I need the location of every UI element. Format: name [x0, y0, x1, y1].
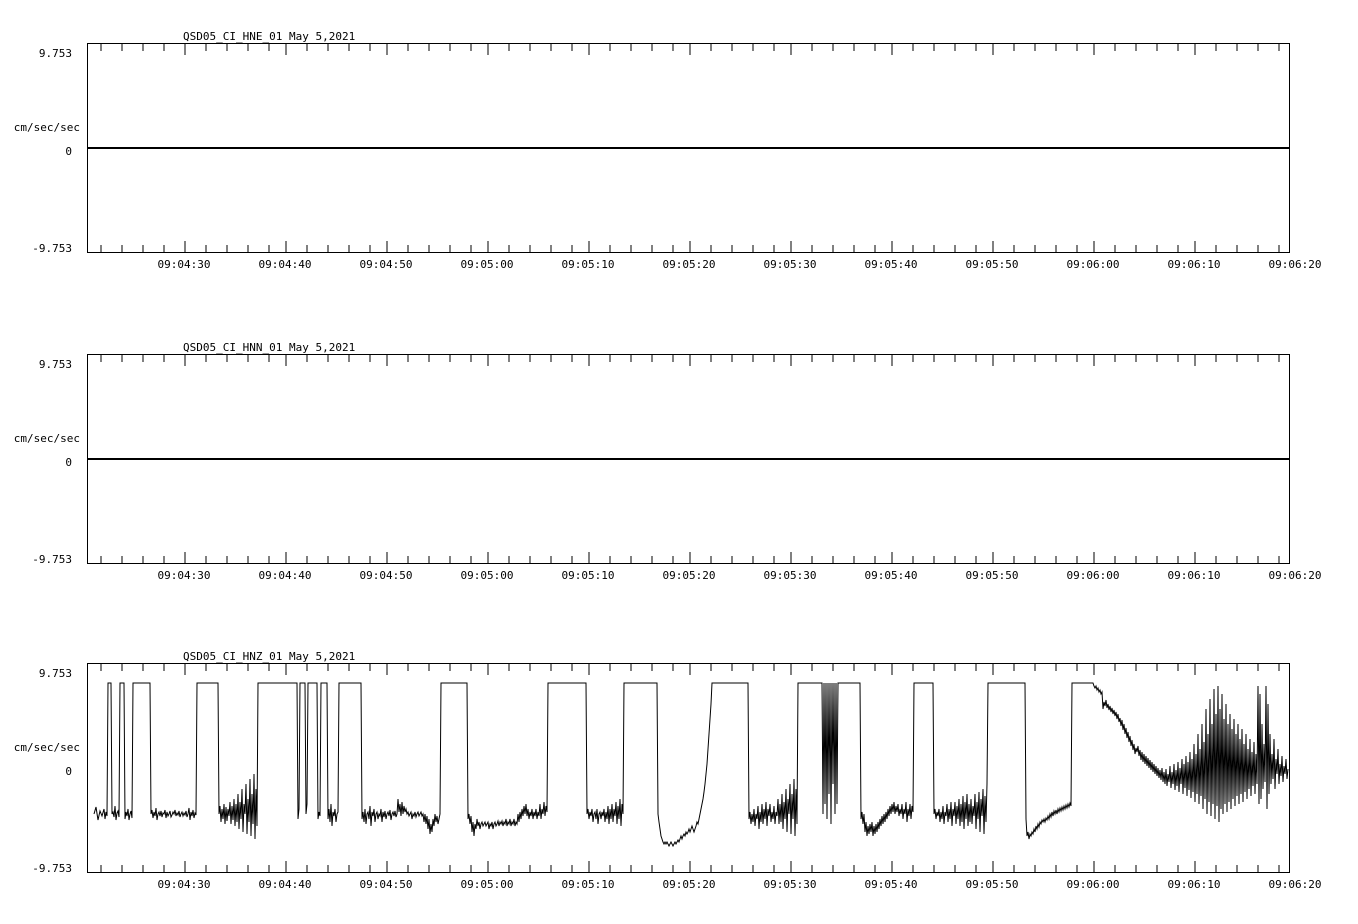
panel-hnn	[0, 305, 1358, 605]
x-tick-hne-10: 09:06:10	[1167, 258, 1221, 271]
y-tick-zero-hne: 0	[65, 145, 72, 158]
x-tick-hnn-5: 09:05:20	[662, 569, 716, 582]
panel-hne	[0, 0, 1358, 300]
panel-hnz	[0, 610, 1358, 924]
x-tick-hnz-2: 09:04:50	[359, 878, 413, 891]
panel-title-hne: QSD05_CI_HNE_01 May 5,2021	[183, 30, 356, 43]
panel-title-hnn: QSD05_CI_HNN_01 May 5,2021	[183, 341, 356, 354]
y-axis-label-hnz: cm/sec/sec	[13, 741, 80, 754]
x-tick-hne-8: 09:05:50	[965, 258, 1019, 271]
x-tick-hne-11: 09:06:20	[1268, 258, 1322, 271]
x-tick-hnz-11: 09:06:20	[1268, 878, 1322, 891]
x-tick-hnz-3: 09:05:00	[460, 878, 514, 891]
trace-svg-hnn	[88, 355, 1289, 563]
y-tick-max-hnn: 9.753	[38, 358, 72, 371]
y-tick-zero-hnz: 0	[65, 765, 72, 778]
plot-area-hne	[87, 43, 1290, 253]
x-tick-hnz-1: 09:04:40	[258, 878, 312, 891]
x-tick-hnn-3: 09:05:00	[460, 569, 514, 582]
x-tick-hne-4: 09:05:10	[561, 258, 615, 271]
x-tick-hnn-8: 09:05:50	[965, 569, 1019, 582]
y-tick-min-hnn: -9.753	[32, 553, 72, 566]
x-tick-hnz-7: 09:05:40	[864, 878, 918, 891]
y-tick-zero-hnn: 0	[65, 456, 72, 469]
x-tick-hnn-10: 09:06:10	[1167, 569, 1221, 582]
x-tick-hne-5: 09:05:20	[662, 258, 716, 271]
y-tick-min-hnz: -9.753	[32, 862, 72, 875]
y-axis-label-hne: cm/sec/sec	[13, 121, 80, 134]
x-tick-hnz-9: 09:06:00	[1066, 878, 1120, 891]
trace-svg-hnz	[88, 664, 1289, 872]
y-tick-min-hne: -9.753	[32, 242, 72, 255]
x-tick-hne-7: 09:05:40	[864, 258, 918, 271]
x-tick-hnz-8: 09:05:50	[965, 878, 1019, 891]
x-tick-hne-6: 09:05:30	[763, 258, 817, 271]
x-tick-hne-2: 09:04:50	[359, 258, 413, 271]
x-tick-hnn-2: 09:04:50	[359, 569, 413, 582]
x-tick-hnn-0: 09:04:30	[157, 569, 211, 582]
x-tick-hnn-1: 09:04:40	[258, 569, 312, 582]
y-tick-max-hnz: 9.753	[38, 667, 72, 680]
x-tick-hnz-10: 09:06:10	[1167, 878, 1221, 891]
x-tick-hnn-4: 09:05:10	[561, 569, 615, 582]
plot-area-hnn	[87, 354, 1290, 564]
x-tick-hnn-7: 09:05:40	[864, 569, 918, 582]
x-tick-hne-3: 09:05:00	[460, 258, 514, 271]
trace-svg-hne	[88, 44, 1289, 252]
x-tick-hne-9: 09:06:00	[1066, 258, 1120, 271]
x-tick-hne-0: 09:04:30	[157, 258, 211, 271]
x-tick-hnz-0: 09:04:30	[157, 878, 211, 891]
x-tick-hnz-6: 09:05:30	[763, 878, 817, 891]
panel-title-hnz: QSD05_CI_HNZ_01 May 5,2021	[183, 650, 356, 663]
x-tick-hnz-5: 09:05:20	[662, 878, 716, 891]
plot-area-hnz	[87, 663, 1290, 873]
y-axis-label-hnn: cm/sec/sec	[13, 432, 80, 445]
x-tick-hnn-6: 09:05:30	[763, 569, 817, 582]
x-tick-hnn-9: 09:06:00	[1066, 569, 1120, 582]
x-tick-hnn-11: 09:06:20	[1268, 569, 1322, 582]
x-tick-hne-1: 09:04:40	[258, 258, 312, 271]
x-tick-hnz-4: 09:05:10	[561, 878, 615, 891]
y-tick-max-hne: 9.753	[38, 47, 72, 60]
